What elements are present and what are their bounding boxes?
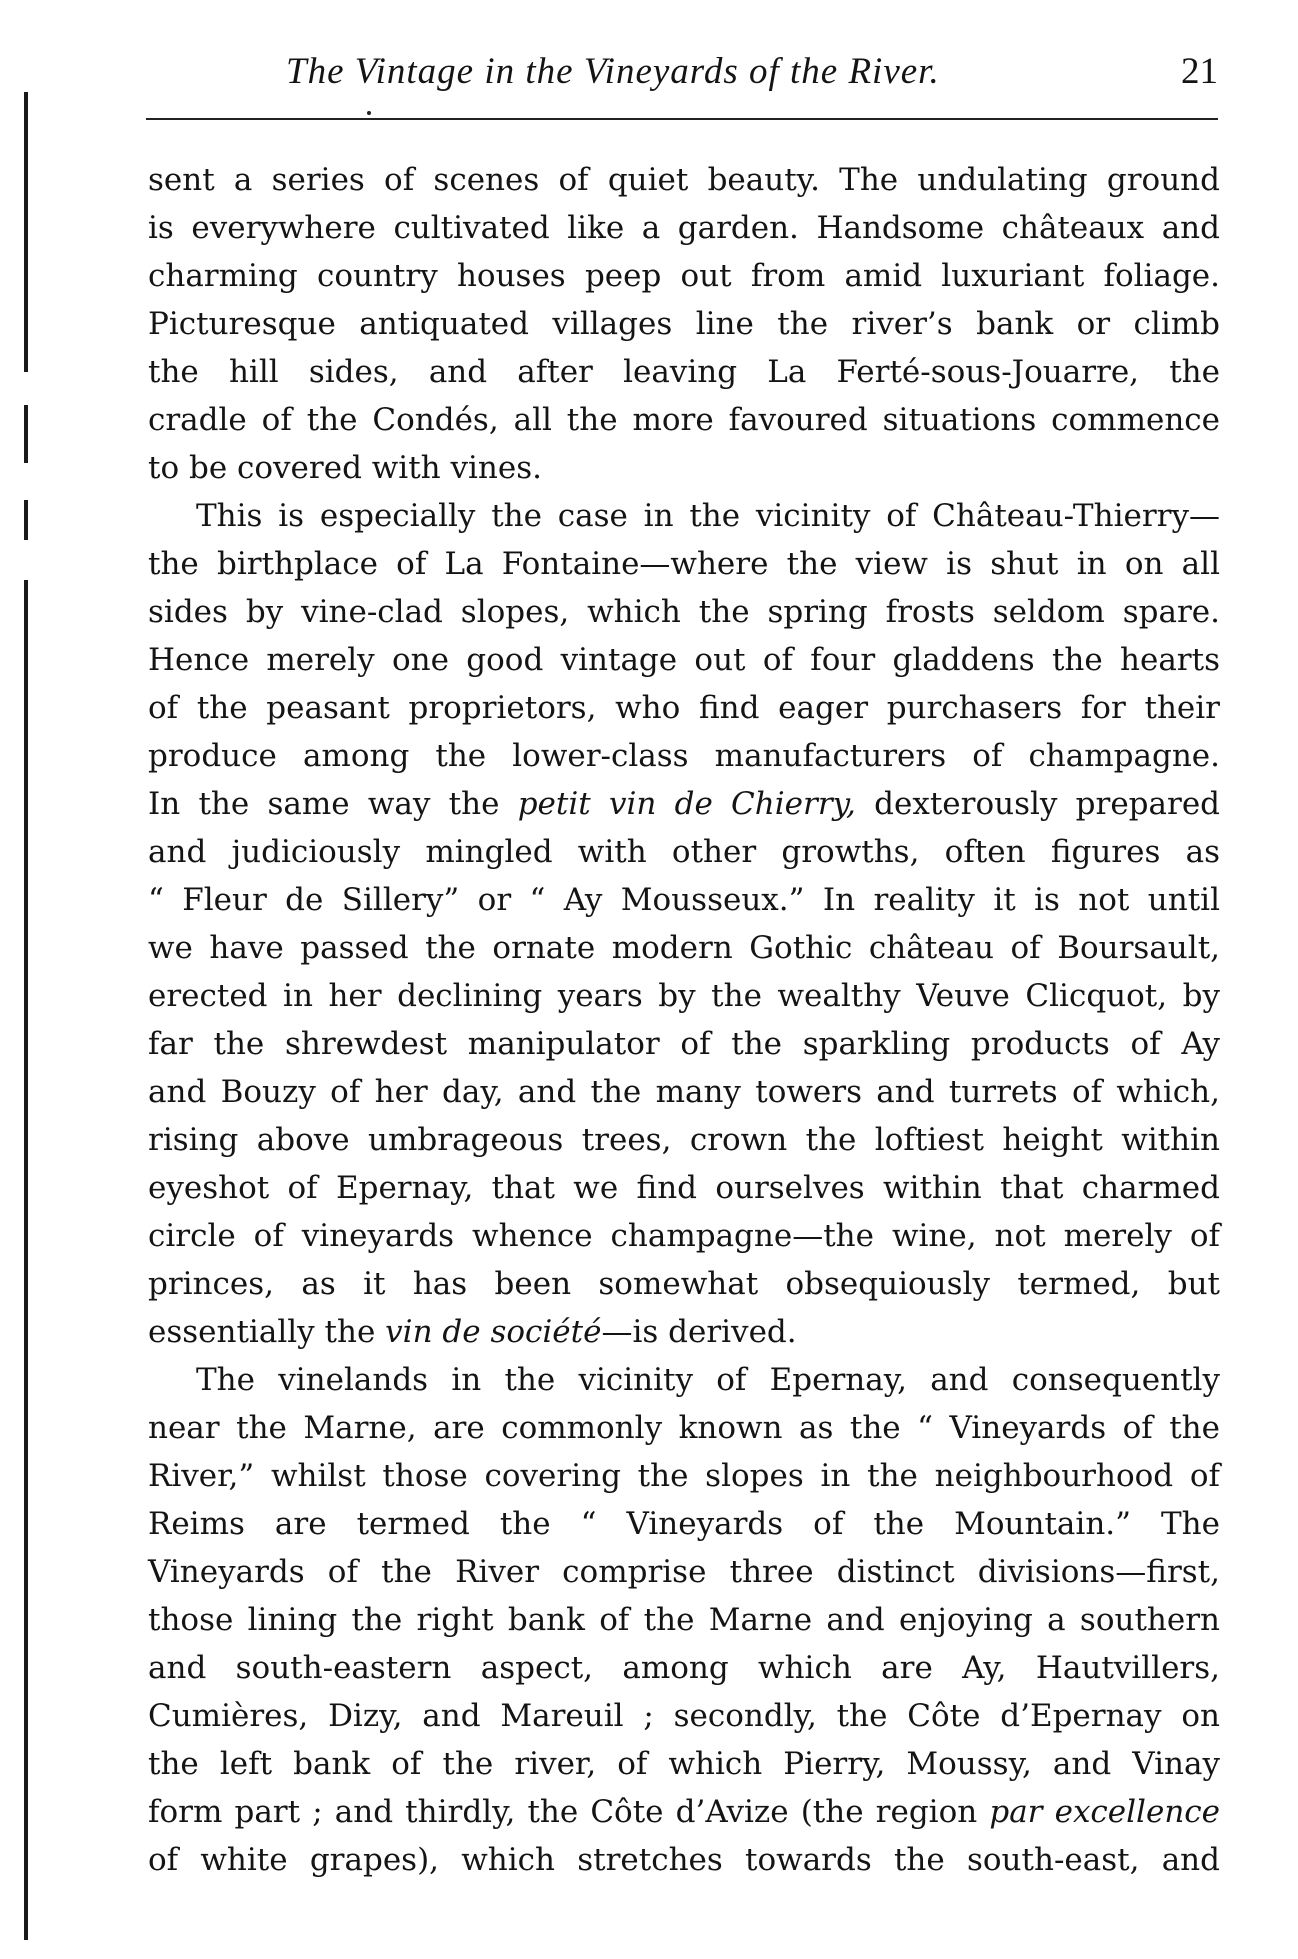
text-segment: those lining the right bank of the Marne and enjoying a southern bbox=[148, 1602, 1220, 1638]
text-segment: cradle of the Condés, all the more favoured situations commence bbox=[148, 402, 1220, 438]
page-number: 21 bbox=[1181, 51, 1218, 92]
text-segment: we have passed the ornate modern Gothic château of Boursault, bbox=[148, 930, 1220, 966]
text-line bbox=[148, 1788, 1220, 1836]
binding-edge-mark bbox=[24, 405, 28, 463]
text-segment: far the shrewdest manipulator of the sparkling products of Ay bbox=[148, 1026, 1220, 1062]
text-segment: is everywhere cultivated like a garden. Handsome châteaux and bbox=[148, 210, 1220, 246]
text-segment: princes, as it has been somewhat obsequiously termed, but bbox=[148, 1266, 1220, 1302]
header-dot bbox=[367, 111, 371, 115]
text-segment: erected in her declining years by the wealthy Veuve Clicquot, by bbox=[148, 978, 1220, 1014]
text-segment: form part ; and thirdly, the Côte d’Avize (the region bbox=[148, 1794, 990, 1830]
text-segment: —is derived. bbox=[601, 1314, 797, 1350]
text-line bbox=[148, 1740, 1220, 1788]
text-line bbox=[148, 1692, 1220, 1740]
text-segment: near the Marne, are commonly known as the “ Vineyards of the bbox=[148, 1410, 1220, 1446]
text-segment: Vineyards of the River comprise three distinct divisions—first, bbox=[148, 1554, 1220, 1590]
text-line bbox=[148, 1644, 1220, 1692]
text-segment: the left bank of the river, of which Pierry, Moussy, and Vinay bbox=[148, 1746, 1220, 1782]
running-title: The Vintage in the Vineyards of the River. bbox=[286, 51, 940, 92]
text-segment: Cumières, Dizy, and Mareuil ; secondly, the Côte d’Epernay on bbox=[148, 1698, 1220, 1734]
text-line bbox=[148, 1404, 1220, 1452]
text-line bbox=[148, 1020, 1220, 1068]
text-line bbox=[148, 924, 1220, 972]
text-segment: and south-eastern aspect, among which are Ay, Hautvillers, bbox=[148, 1650, 1220, 1686]
text-segment: rising above umbrageous trees, crown the loftiest height within bbox=[148, 1122, 1220, 1158]
text-line bbox=[148, 1116, 1220, 1164]
text-line bbox=[148, 300, 1220, 348]
text-segment: produce among the lower-class manufacturers of champagne. bbox=[148, 738, 1220, 774]
text-line bbox=[148, 684, 1220, 732]
text-line bbox=[148, 1356, 1220, 1404]
text-line bbox=[148, 1548, 1220, 1596]
text-segment: dexterously prepared bbox=[855, 786, 1221, 822]
binding-edge-mark bbox=[24, 500, 28, 540]
text-line bbox=[148, 636, 1220, 684]
paragraph bbox=[148, 156, 1220, 492]
page-header bbox=[146, 50, 1218, 100]
text-segment: In the same way the bbox=[148, 786, 518, 822]
text-segment: and judiciously mingled with other growths, often figures as bbox=[148, 834, 1220, 870]
text-segment: “ Fleur de Sillery” or “ Ay Mousseux.” In reality it is not until bbox=[148, 882, 1220, 918]
text-line bbox=[148, 1068, 1220, 1116]
header-rule bbox=[146, 118, 1218, 120]
text-segment: Hence merely one good vintage out of four gladdens the hearts bbox=[148, 642, 1220, 678]
text-line bbox=[148, 828, 1220, 876]
text-line bbox=[148, 1212, 1220, 1260]
text-line bbox=[148, 1164, 1220, 1212]
text-line bbox=[148, 396, 1220, 444]
text-segment: the hill sides, and after leaving La Ferté-sous-Jouarre, the bbox=[148, 354, 1220, 390]
text-segment: sides by vine-clad slopes, which the spring frosts seldom spare. bbox=[148, 594, 1220, 630]
binding-edge-mark bbox=[24, 580, 28, 1940]
text-segment: and Bouzy of her day, and the many towers and turrets of which, bbox=[148, 1074, 1220, 1110]
text-line bbox=[148, 348, 1220, 396]
text-line bbox=[148, 876, 1220, 924]
text-line bbox=[148, 540, 1220, 588]
text-line bbox=[148, 444, 1220, 492]
body-text bbox=[148, 156, 1220, 1884]
italic-phrase: par excellence bbox=[989, 1794, 1220, 1830]
text-line bbox=[148, 1308, 1220, 1356]
text-segment: the birthplace of La Fontaine—where the view is shut in on all bbox=[148, 546, 1220, 582]
text-segment: River,” whilst those covering the slopes in the neighbourhood of bbox=[148, 1458, 1220, 1494]
text-segment: The vinelands in the vicinity of Epernay, and consequently bbox=[196, 1362, 1220, 1398]
text-line bbox=[148, 780, 1220, 828]
text-segment: of white grapes), which stretches towards the south-east, and bbox=[148, 1842, 1220, 1878]
text-segment: eyeshot of Epernay, that we find ourselves within that charmed bbox=[148, 1170, 1220, 1206]
text-line bbox=[148, 1260, 1220, 1308]
binding-edge-mark bbox=[24, 92, 28, 372]
text-line bbox=[148, 204, 1220, 252]
text-line bbox=[148, 492, 1220, 540]
italic-phrase: vin de société bbox=[385, 1314, 602, 1350]
text-line bbox=[148, 156, 1220, 204]
text-line bbox=[148, 1836, 1220, 1884]
text-segment: Reims are termed the “ Vineyards of the Mountain.” The bbox=[148, 1506, 1220, 1542]
text-line bbox=[148, 1452, 1220, 1500]
text-line bbox=[148, 252, 1220, 300]
text-segment: to be covered with vines. bbox=[148, 450, 542, 486]
text-line bbox=[148, 588, 1220, 636]
paragraph bbox=[148, 1356, 1220, 1884]
text-line bbox=[148, 1596, 1220, 1644]
text-segment: Picturesque antiquated villages line the river’s bank or climb bbox=[148, 306, 1220, 342]
paragraph bbox=[148, 492, 1220, 1356]
text-segment: essentially the bbox=[148, 1314, 386, 1350]
italic-phrase: petit vin de Chierry, bbox=[517, 786, 856, 822]
text-segment: sent a series of scenes of quiet beauty. The undulating ground bbox=[148, 162, 1220, 198]
text-line bbox=[148, 732, 1220, 780]
text-segment: charming country houses peep out from amid luxuriant foliage. bbox=[148, 258, 1220, 294]
text-line bbox=[148, 972, 1220, 1020]
text-segment: of the peasant proprietors, who find eager purchasers for their bbox=[148, 690, 1220, 726]
text-segment: circle of vineyards whence champagne—the wine, not merely of bbox=[148, 1218, 1220, 1254]
text-line bbox=[148, 1500, 1220, 1548]
text-segment: This is especially the case in the vicinity of Château-Thierry— bbox=[196, 498, 1220, 534]
